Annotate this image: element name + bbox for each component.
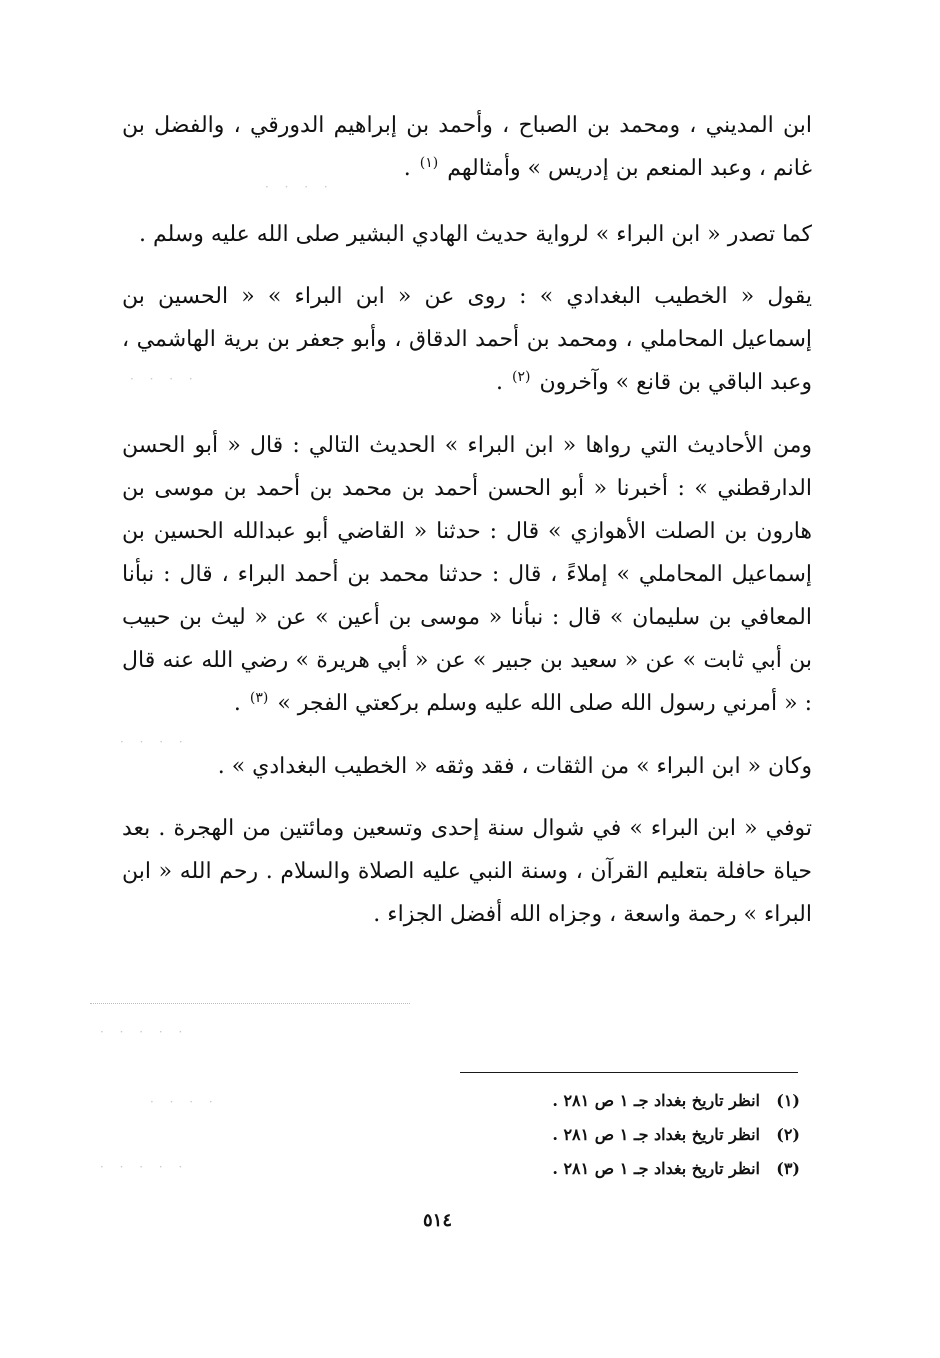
footnote-text: انظر تاريخ بغداد جـ ١ ص ٢٨١ . bbox=[552, 1125, 760, 1144]
paragraph-2 bbox=[122, 213, 812, 256]
paragraph-6 bbox=[122, 807, 812, 936]
paragraph-text: توفي « ابن البراء » في شوال سنة إحدى وتسعين ومائتين من الهجرة . بعد حياة حافلة بتعليم القرآن ، وسنة النبي عليه الصلاة والسلام . رحم الله « ابن البراء » رحمة واسعة ، وجزاه الله أفضل الجزاء . bbox=[122, 816, 812, 927]
paragraph-text: كما تصدر « ابن البراء » لرواية حديث الهادي البشير صلى الله عليه وسلم . bbox=[138, 222, 812, 247]
footnote-separator bbox=[460, 1072, 798, 1073]
page-number: ٥١٤ bbox=[422, 1210, 452, 1231]
footnote-number: (٢) bbox=[776, 1125, 800, 1144]
bleed-through-mark: · · · · · bbox=[100, 1025, 189, 1039]
paragraph-end: . bbox=[233, 691, 241, 716]
footnote-item bbox=[460, 1084, 800, 1118]
paragraph-text: ابن المديني ، ومحمد بن الصباح ، وأحمد بن إبراهيم الدورقي ، والفضل بن غانم ، وعبد المنعم بن إدريس » وأمثالهم bbox=[122, 113, 812, 181]
footnote-reference[interactable]: (٢) bbox=[511, 368, 531, 385]
paragraph-3 bbox=[122, 275, 812, 404]
footnotes-list bbox=[460, 1084, 800, 1186]
footnote-number: (١) bbox=[776, 1091, 800, 1110]
bleed-through-mark: · · · · bbox=[120, 735, 189, 749]
paragraph-text: ومن الأحاديث التي رواها « ابن البراء » الحديث التالي : قال « أبو الحسن الدارقطني » : أخبرنا « أبو الحسن أحمد بن محمد بن أحمد بن موسى بن هارون بن الصلت الأهوازي » قال : حدثنا « القاضي أبو عبدالله الحسين بن إسماعيل المحاملي » إملاءً ، قال : حدثنا محمد بن أحمد البراء ، قال : نبأنا المعافي بن سليمان » قال : نبأنا « موسى بن أعين » عن « ليث بن حبيب بن أبي ثابت » عن « سعيد بن جبير » عن « أبي هريرة » رضي الله عنه قال : « أمرني رسول الله صلى الله عليه وسلم بركعتي الفجر » bbox=[122, 433, 812, 716]
paragraph-1 bbox=[122, 104, 812, 190]
footnote-item bbox=[460, 1118, 800, 1152]
paragraph-4 bbox=[122, 424, 812, 725]
bleed-through-mark: · · · · bbox=[150, 1095, 219, 1109]
bleed-through-mark: · · · · bbox=[265, 180, 334, 194]
paragraph-5 bbox=[122, 745, 812, 788]
footnote-reference[interactable]: (١) bbox=[419, 154, 439, 171]
footnote-text: انظر تاريخ بغداد جـ ١ ص ٢٨١ . bbox=[552, 1159, 760, 1178]
footnote-item bbox=[460, 1152, 800, 1186]
paragraph-end: . bbox=[403, 156, 411, 181]
footnote-number: (٣) bbox=[776, 1159, 800, 1178]
paragraph-end: . bbox=[495, 370, 503, 395]
footnote-reference[interactable]: (٣) bbox=[249, 689, 269, 706]
bleed-through-rule bbox=[90, 1003, 410, 1004]
bleed-through-mark: · · · · · bbox=[100, 1160, 189, 1174]
paragraph-text: يقول « الخطيب البغدادي » : روى عن « ابن البراء » « الحسين بن إسماعيل المحاملي ، ومحمد بن أحمد الدقاق ، وأبو جعفر بن برية الهاشمي ، وعبد الباقي بن قانع » وآخرون bbox=[122, 284, 812, 395]
footnote-text: انظر تاريخ بغداد جـ ١ ص ٢٨١ . bbox=[552, 1091, 760, 1110]
bleed-through-mark: · · · · bbox=[130, 372, 199, 386]
paragraph-text: وكان « ابن البراء » من الثقات ، فقد وثقه « الخطيب البغدادي » . bbox=[217, 754, 812, 779]
